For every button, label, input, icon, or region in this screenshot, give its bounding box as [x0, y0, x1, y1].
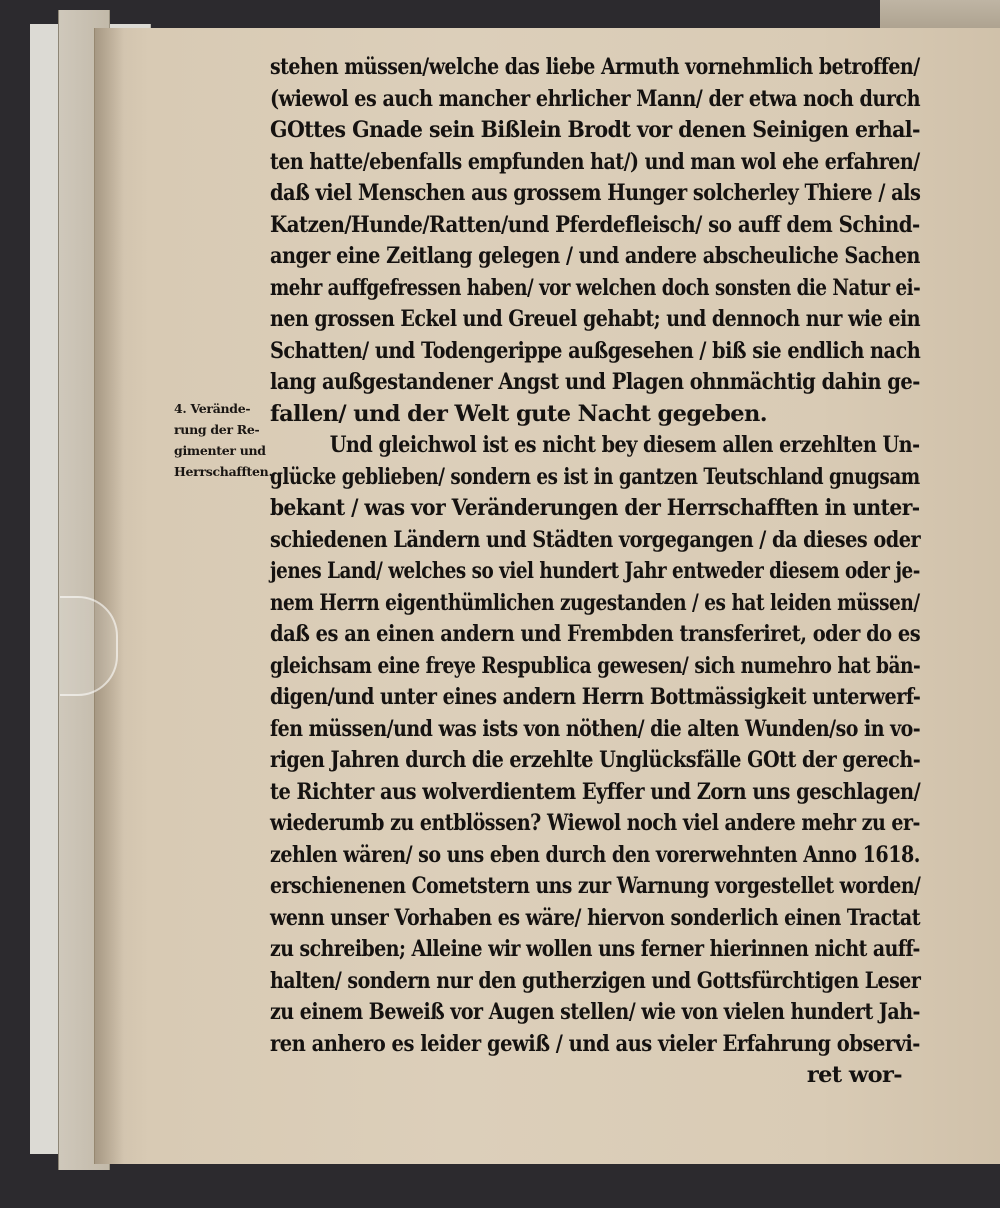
text-line: mehr auffgefressen haben/ vor welchen doch sonsten die Natur ei- — [270, 274, 921, 301]
text-line: zu schreiben; Alleine wir wollen uns ferner hierinnen nicht auff- — [270, 936, 920, 962]
catchword: ret wor- — [806, 1062, 902, 1088]
text-line: glücke geblieben/ sondern es ist in gantzen Teutschland gnugsam — [270, 463, 920, 490]
gutter-shadow — [94, 28, 124, 1164]
text-line: rigen Jahren durch die erzehlte Unglücksfälle GOtt der gerech- — [270, 747, 921, 773]
text-line: bekant / was vor Veränderungen der Herrschafften in unter- — [270, 495, 920, 521]
margin-note-line: rung der Re- — [174, 422, 260, 437]
text-line: Schatten/ und Todengerippe außgesehen / biß sie endlich nach — [270, 337, 921, 364]
text-line: halten/ sondern nur den gutherzigen und Gottsfürchtigen Leser — [270, 967, 921, 994]
margin-note-line: Herrschafften. — [174, 464, 273, 479]
paragraph-start-line: Und gleichwol ist es nicht bey diesem allen erzehlten Un- — [329, 432, 920, 458]
text-line: erschienenen Cometstern uns zur Warnung vorgestellet worden/ — [270, 873, 921, 899]
text-line: daß viel Menschen aus grossem Hunger solcherley Thiere / als — [270, 180, 921, 206]
text-line: stehen müssen/welche das liebe Armuth vornehmlich betroffen/ — [270, 54, 920, 80]
margin-note-line: 4. Verände- — [174, 401, 251, 416]
text-line: Katzen/Hunde/Ratten/und Pferdefleisch/ so auff dem Schind- — [270, 211, 920, 238]
text-line: fallen/ und der Welt gute Nacht gegeben. — [270, 400, 768, 427]
text-line: lang außgestandener Angst und Plagen ohnmächtig dahin ge- — [270, 369, 920, 395]
text-line: gleichsam eine freye Respublica gewesen/ sich numehro hat bän- — [270, 652, 921, 679]
text-line: daß es an einen andern und Frembden transferiret, oder do es — [270, 621, 921, 647]
text-line: zehlen wären/ so uns eben durch den vorerwehnten Anno 1618. — [270, 841, 920, 868]
text-line: te Richter aus wolverdientem Eyffer und Zorn uns geschlagen/ — [270, 778, 921, 805]
body-text — [270, 52, 920, 1092]
text-line: ten hatte/ebenfalls empfunden hat/) und man wol ehe erfahren/ — [270, 148, 920, 175]
text-line: digen/und unter eines andern Herrn Bottmässigkeit unterwerf- — [270, 684, 921, 710]
text-line: GOttes Gnade sein Bißlein Brodt vor denen Seinigen erhal- — [270, 117, 921, 143]
text-line: wiederumb zu entblössen? Wiewol noch viel andere mehr zu er- — [270, 810, 920, 836]
text-line: ren anhero es leider gewiß / und aus vieler Erfahrung observi- — [270, 1030, 920, 1057]
text-line: zu einem Beweiß vor Augen stellen/ wie von vielen hundert Jah- — [270, 999, 920, 1025]
text-line: (wiewol es auch mancher ehrlicher Mann/ der etwa noch durch — [270, 85, 921, 112]
text-line: jenes Land/ welches so viel hundert Jahr entweder diesem oder je- — [270, 558, 920, 584]
text-line: wenn unser Vorhaben es wäre/ hiervon sonderlich einen Tractat — [270, 904, 921, 931]
text-line: nem Herrn eigenthümlichen zugestanden / es hat leiden müssen/ — [270, 589, 920, 616]
text-line: nen grossen Eckel und Greuel gehabt; und dennoch nur wie ein — [270, 306, 921, 332]
text-line: schiedenen Ländern und Städten vorgegangen / da dieses oder — [270, 526, 921, 553]
text-line: anger eine Zeitlang gelegen / und andere abscheuliche Sachen — [270, 243, 920, 269]
text-line: fen müssen/und was ists von nöthen/ die alten Wunden/so in vo- — [270, 715, 921, 742]
margin-note-line: gimenter und — [174, 443, 266, 458]
